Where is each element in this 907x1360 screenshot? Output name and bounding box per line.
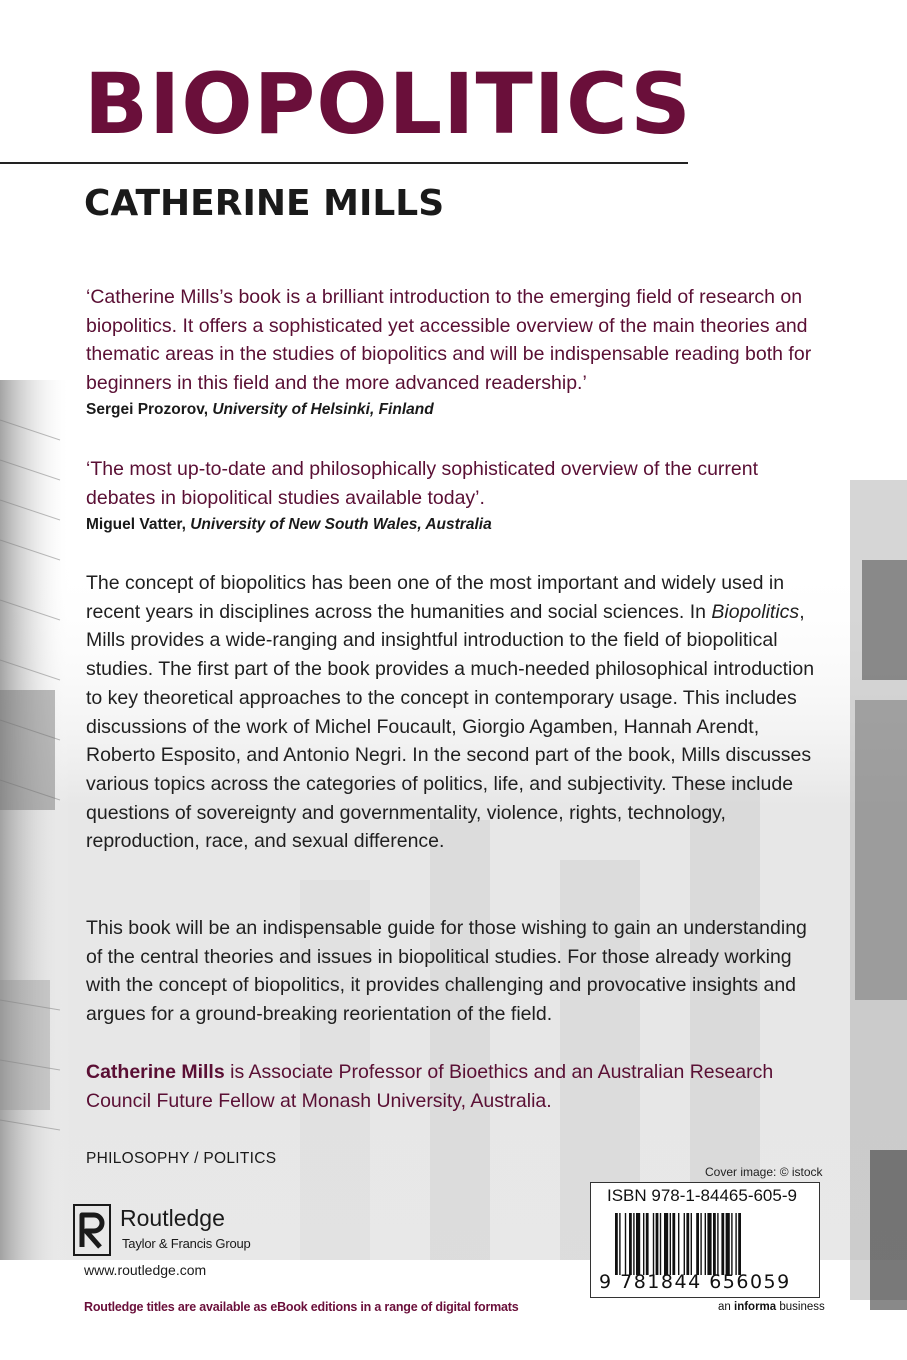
barcode-bar xyxy=(684,1213,685,1275)
endorsement-quote: ‘The most up-to-date and philosophically sophisticated overview of the current debates in biopolitical studies available today’. xyxy=(86,458,759,509)
barcode-bar xyxy=(633,1213,634,1275)
routledge-logo xyxy=(72,1203,252,1259)
description-text: The concept of biopolitics has been one of the most important and widely used in recent years in disciplines across the humanities and social sciences. In xyxy=(86,572,785,623)
barcode-bar xyxy=(721,1213,724,1275)
barcode-bar xyxy=(629,1213,632,1275)
barcode-bar xyxy=(670,1213,671,1275)
barcode-bar xyxy=(731,1213,732,1275)
description-book-title: Biopolitics xyxy=(711,600,800,623)
barcode-bar xyxy=(643,1213,644,1275)
ebook-note: Routledge titles are available as eBook editions in a range of digital formats xyxy=(84,1300,519,1314)
barcode-bar xyxy=(619,1213,620,1275)
routledge-r-icon xyxy=(72,1203,112,1257)
endorsement-attribution xyxy=(86,514,826,536)
barcode-bar xyxy=(713,1213,716,1275)
barcode-bar xyxy=(696,1213,699,1275)
endorser-affiliation: University of Helsinki, Finland xyxy=(212,401,434,418)
barcode-bar xyxy=(717,1213,718,1275)
bio-text: is Associate Professor of Bioethics and an Australian Research Council Future Fellow at Monash University, Australia. xyxy=(86,1061,774,1112)
bio-author-name: Catherine Mills xyxy=(86,1061,225,1083)
barcode-bars xyxy=(615,1213,801,1275)
barcode-bar xyxy=(735,1213,736,1275)
book-title: BIOPOLITICS xyxy=(84,55,692,153)
barcode-bar xyxy=(636,1213,640,1275)
barcode-bar xyxy=(672,1213,675,1275)
barcode-bar xyxy=(691,1213,692,1275)
isbn-label: ISBN 978-1-84465-605-9 xyxy=(607,1186,797,1205)
barcode-bar xyxy=(686,1213,689,1275)
description-text: This book will be an indispensable guide for those wishing to gain an understanding of the central theories and issues in biopolitical studies. For those already working with the concept of biopolitics, it provides challenging and provocative insights and argues for a ground-breaking reorientation of the field. xyxy=(86,917,807,1026)
endorsement-attribution xyxy=(86,399,826,421)
title-divider xyxy=(0,162,688,164)
endorser-name: Sergei Prozorov, xyxy=(86,401,209,418)
description-text: , Mills provides a wide-ranging and insightful introduction to the field of biopolitical studies. The first part of the book provides a much-needed philosophical introduction to key theoretical approaches to the concept in contemporary usage. This includes discussions of the work of Michel Foucault, Giorgio Agamben, Hannah Arendt, Roberto Esposito, and Antonio Negri. In the second part of the book, Mills discusses various topics across the categories of politics, life, and subjectivity. These include questions of sovereignty and governmentality, violence, rights, technology, reproduction, race, and sexual difference. xyxy=(86,600,815,853)
barcode-bar xyxy=(660,1213,661,1275)
barcode-bar xyxy=(726,1213,730,1275)
publisher-group: Taylor & Francis Group xyxy=(122,1236,251,1251)
barcode-bar xyxy=(646,1213,649,1275)
barcode-bar xyxy=(738,1213,741,1275)
subject-category: PHILOSOPHY / POLITICS xyxy=(86,1150,277,1167)
publisher-name: Routledge xyxy=(120,1205,225,1231)
cover-image-credit: Cover image: © istock xyxy=(705,1165,823,1179)
endorser-affiliation: University of New South Wales, Australia xyxy=(190,516,492,533)
endorsement-quote: ‘Catherine Mills’s book is a brilliant introduction to the emerging field of research on biopolitics. It offers a sophisticated yet accessible overview of the main theories and thematic areas in the studies of biopolitics and will be indispensable reading both for beginners in this field and the more advanced readership.’ xyxy=(86,286,812,394)
informa-business-note: an informa business xyxy=(718,1301,825,1313)
barcode-bar xyxy=(615,1213,618,1275)
endorser-name: Miguel Vatter, xyxy=(86,516,186,533)
description-paragraph-2 xyxy=(86,914,826,1029)
author-bio xyxy=(86,1058,826,1115)
isbn-barcode xyxy=(590,1182,820,1298)
barcode-bar xyxy=(653,1213,654,1275)
publisher-website-link[interactable]: www.routledge.com xyxy=(84,1262,207,1278)
barcode-bar xyxy=(678,1213,679,1275)
barcode-digits: 9 781844 656059 xyxy=(599,1271,791,1293)
author-heading: CATHERINE MILLS xyxy=(84,183,445,224)
barcode-bar xyxy=(707,1213,711,1275)
barcode-bar xyxy=(625,1213,626,1275)
barcode-bar xyxy=(656,1213,659,1275)
endorsement-2 xyxy=(86,455,826,536)
barcode-bar xyxy=(700,1213,701,1275)
barcode-bar xyxy=(705,1213,706,1275)
endorsement-1 xyxy=(86,283,826,421)
barcode-bar xyxy=(664,1213,668,1275)
description-paragraph-1 xyxy=(86,569,826,856)
